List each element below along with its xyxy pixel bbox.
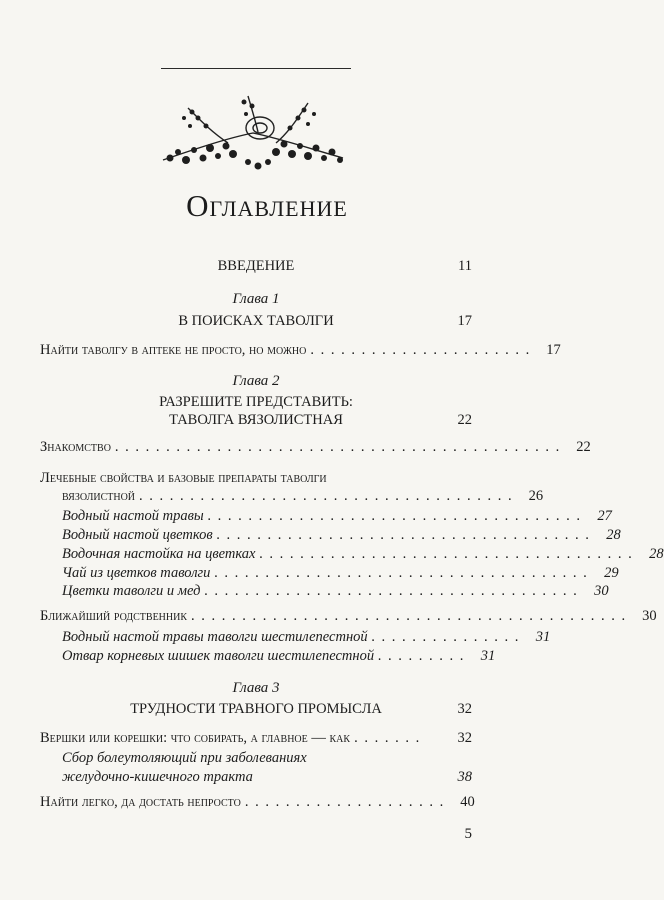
top-rule [161, 68, 351, 69]
entry-text-line-1: Сбор болеутоляющий при заболеваниях [62, 750, 307, 766]
entry-text: Водочная настойка на цветках [62, 546, 256, 562]
entry-page: 30 [594, 583, 609, 599]
entry-text: Вершки или корешки: что собирать, а главное — как [40, 730, 351, 746]
leader-dots: . . . . . . . . . . . . . . . . . . . . . . [310, 342, 531, 358]
entry-page: 29 [604, 565, 619, 581]
leader-dots: . . . . . . . . . . . . . . . . . . . . . . . . . . . . . . . . . . . . . [139, 488, 514, 504]
leader-dots: . . . . . . . . . . . . . . . . . . . . . . . . . . . . . . . . . . . . . [207, 508, 582, 524]
leader-dots: . . . . . . . . . . . . . . . . . . . . . . . . . . . . . . . . . . . . . . . . . . . [191, 608, 627, 624]
leader-dots: . . . . . . . [354, 730, 421, 746]
entry-text: Чай из цветков таволги [62, 565, 211, 581]
entry-page: 17 [546, 342, 561, 358]
entry-text: Цветки таволги и мед [62, 583, 201, 599]
entry-text: Знакомство [40, 439, 111, 455]
toc-entry[interactable] [40, 341, 561, 359]
leader-dots: . . . . . . . . . . . . . . . [371, 629, 521, 645]
page-number: 5 [464, 826, 472, 842]
entry-page: 30 [642, 608, 657, 624]
entry-page: 31 [535, 629, 551, 645]
floral-ornament-icon [158, 88, 348, 178]
toc-intro-label: ВВЕДЕНИЕ [217, 258, 295, 274]
chapter-3-page: 32 [457, 701, 472, 717]
toc-entry[interactable] [40, 607, 657, 625]
chapter-1-page: 17 [457, 313, 472, 329]
toc-intro[interactable] [40, 257, 472, 275]
toc-entry[interactable] [62, 647, 496, 665]
toc-entry[interactable] [40, 729, 472, 747]
entry-page: 22 [576, 439, 591, 455]
toc-entry[interactable] [62, 487, 544, 505]
chapter-1-label: Глава 1 [232, 291, 280, 307]
toc-entry[interactable] [62, 545, 664, 563]
toc-intro-page: 11 [458, 258, 472, 274]
entry-page: 40 [460, 794, 475, 810]
entry-text: Водный настой цветков [62, 527, 213, 543]
entry-text: желудочно-кишечного тракта [62, 769, 253, 785]
toc-entry[interactable] [40, 438, 591, 456]
entry-text: Отвар корневых шишек таволги шестилепестной [62, 648, 375, 664]
entry-text: Найти легко, да достать непросто [40, 794, 241, 810]
leader-dots: . . . . . . . . . [378, 648, 466, 664]
entry-text: Водный настой травы [62, 508, 204, 524]
toc-chapter-2[interactable] [40, 411, 472, 429]
toc-chapter-3[interactable] [40, 700, 472, 718]
toc-entry[interactable] [62, 768, 472, 786]
chapter-2-heading-2: ТАВОЛГА ВЯЗОЛИСТНАЯ [169, 412, 343, 428]
chapter-2-page: 22 [457, 412, 472, 428]
entry-text: Ближайший родственник [40, 608, 188, 624]
toc-entry[interactable] [40, 793, 475, 811]
entry-text: вязолистной [62, 488, 136, 504]
toc-entry[interactable] [62, 628, 551, 646]
entry-page: 28 [606, 527, 621, 543]
toc-entry[interactable] [62, 526, 621, 544]
leader-dots: . . . . . . . . . . . . . . . . . . . . . . . . . . . . . . . . . . . . . . . . . . . . [114, 439, 561, 455]
entry-page: 26 [528, 488, 544, 504]
leader-dots: . . . . . . . . . . . . . . . . . . . . . . . . . . . . . . . . . . . . . [214, 565, 589, 581]
entry-text-line-1: Лечебные свойства и базовые препараты таволги [40, 470, 327, 486]
chapter-2-label: Глава 2 [232, 373, 280, 389]
page-title: Оглавление [186, 188, 348, 223]
entry-text: Водный настой травы таволги шестилепестной [62, 629, 368, 645]
entry-page: 38 [457, 769, 472, 785]
entry-text: Найти таволгу в аптеке не просто, но можно [40, 342, 307, 358]
leader-dots [253, 768, 452, 786]
leader-dots: . . . . . . . . . . . . . . . . . . . . [244, 794, 445, 810]
leader-dots: . . . . . . . . . . . . . . . . . . . . . . . . . . . . . . . . . . . . . [259, 546, 634, 562]
chapter-1-heading: В ПОИСКАХ ТАВОЛГИ [178, 313, 334, 329]
toc-entry[interactable] [62, 507, 612, 525]
toc-chapter-1[interactable] [40, 312, 472, 330]
chapter-3-heading: ТРУДНОСТИ ТРАВНОГО ПРОМЫСЛА [130, 701, 382, 717]
chapter-3-label: Глава 3 [232, 680, 280, 696]
entry-page: 31 [480, 648, 496, 664]
leader-dots: . . . . . . . . . . . . . . . . . . . . . . . . . . . . . . . . . . . . . [216, 527, 591, 543]
chapter-2-heading-1: РАЗРЕШИТЕ ПРЕДСТАВИТЬ: [159, 394, 353, 410]
leader-dots: . . . . . . . . . . . . . . . . . . . . . . . . . . . . . . . . . . . . . [204, 583, 579, 599]
entry-page: 28 [649, 546, 664, 562]
toc-entry[interactable] [62, 564, 619, 582]
toc-entry[interactable] [62, 582, 609, 600]
entry-page: 32 [457, 730, 472, 746]
entry-page: 27 [597, 508, 612, 524]
